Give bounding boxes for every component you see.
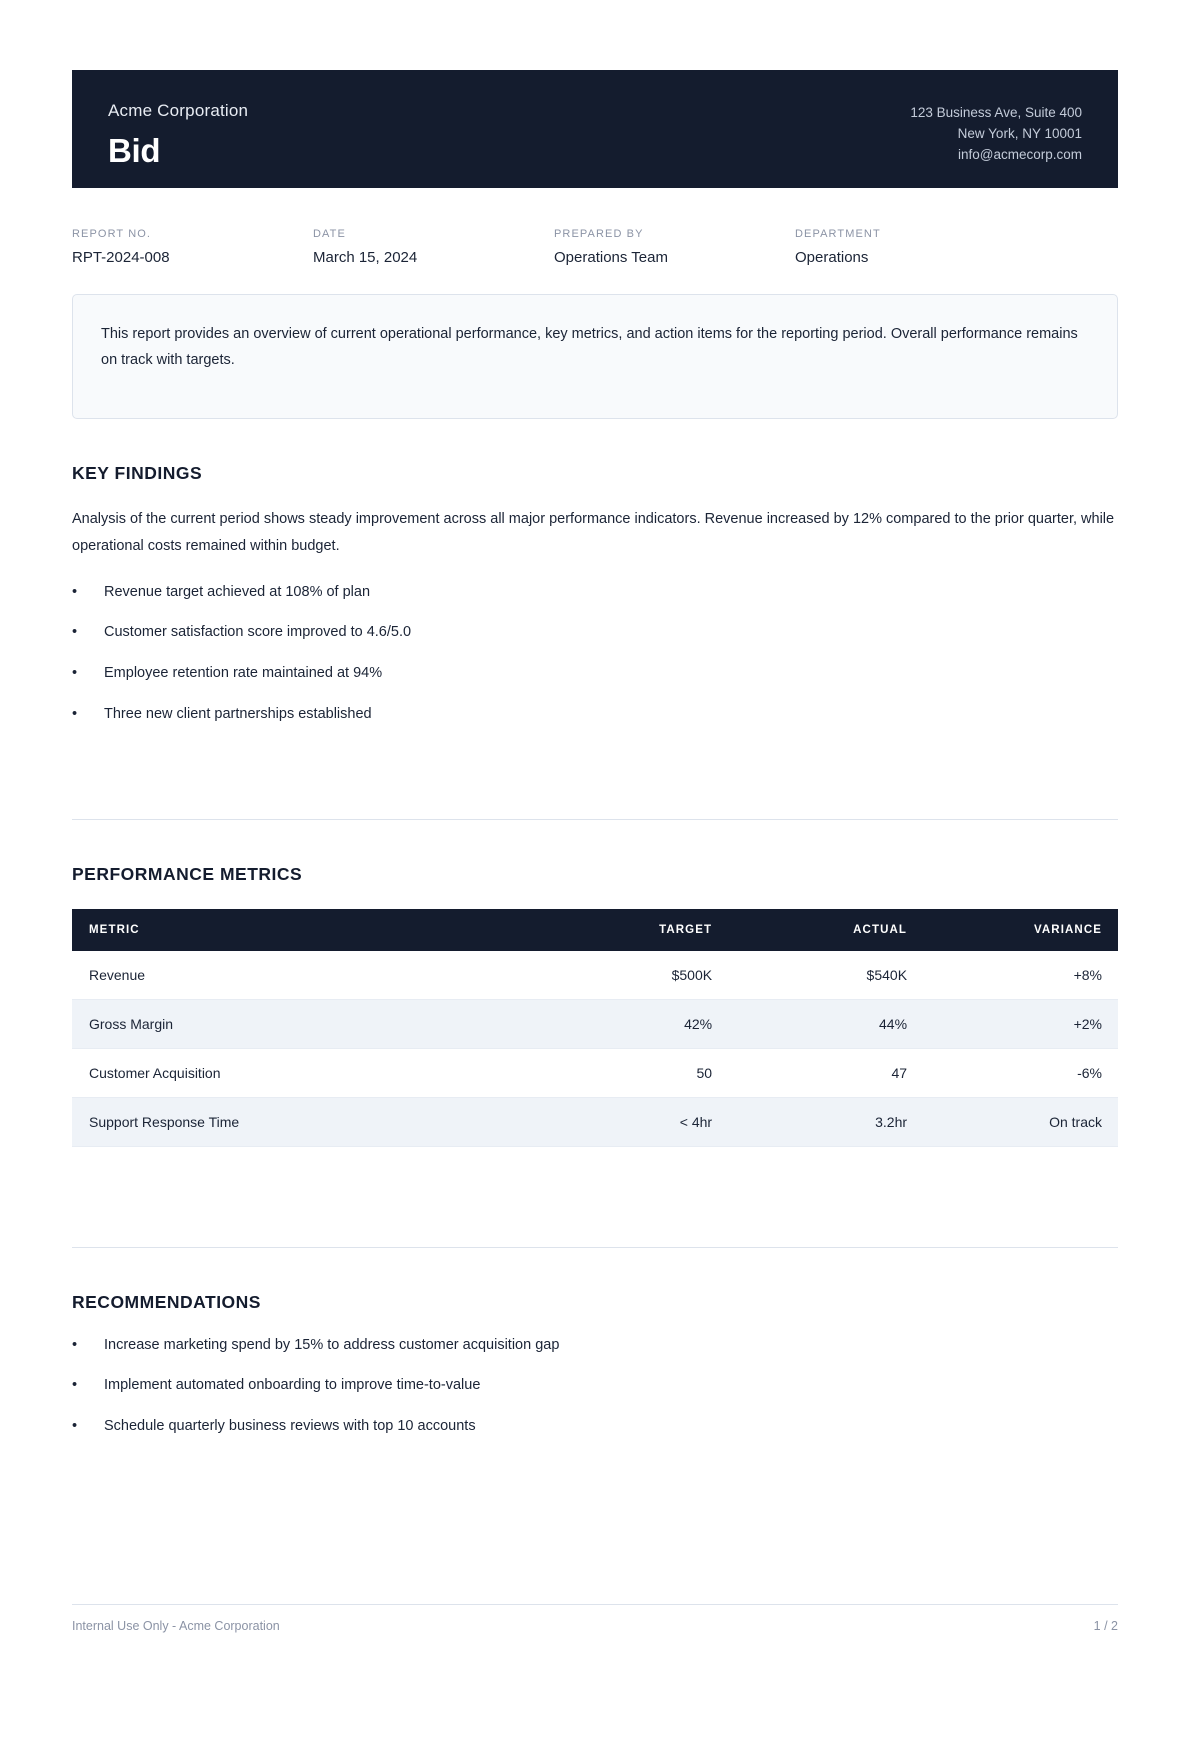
address-line-1: 123 Business Ave, Suite 400 <box>910 105 1082 120</box>
company-name: Acme Corporation <box>108 101 249 120</box>
bullet-icon: • <box>72 624 78 641</box>
meta-value-date: March 15, 2024 <box>313 249 418 266</box>
performance-metrics-heading: PERFORMANCE METRICS <box>72 863 303 884</box>
column-header-target: TARGET <box>533 909 728 951</box>
cell-metric: Revenue <box>72 951 533 1000</box>
table-body <box>72 951 1118 1147</box>
list-item <box>72 582 1118 604</box>
list-item-label: Implement automated onboarding to improve time-to-value <box>104 1377 481 1394</box>
executive-summary-box <box>72 294 1118 419</box>
list-item-label: Schedule quarterly business reviews with top 10 accounts <box>104 1418 476 1435</box>
cell-variance: +8% <box>923 951 1118 1000</box>
meta-value-department: Operations <box>795 249 869 266</box>
bullet-icon: • <box>72 1377 78 1394</box>
document-page <box>0 70 1190 1753</box>
section-performance-metrics <box>72 864 1118 1147</box>
cell-metric: Gross Margin <box>72 999 533 1048</box>
cell-target: < 4hr <box>533 1097 728 1146</box>
bullet-icon: • <box>72 583 78 600</box>
company-address <box>910 100 1082 166</box>
section-divider-metrics <box>72 819 1118 820</box>
bullet-icon: • <box>72 665 78 682</box>
meta-label-report-no: REPORT NO. <box>72 228 152 240</box>
footer-confidentiality-note: Internal Use Only - Acme Corporation <box>72 1619 280 1633</box>
cell-actual: $540K <box>728 951 923 1000</box>
meta-field-date <box>313 228 554 266</box>
table-header-row <box>72 909 1118 951</box>
section-divider-recommendations <box>72 1247 1118 1248</box>
recommendations-heading: RECOMMENDATIONS <box>72 1291 261 1312</box>
list-item <box>72 663 1118 685</box>
executive-summary-text: This report provides an overview of current operational performance, key metrics, and action items for the reporting period. Overall performance remains on track with targets. <box>101 326 1078 369</box>
list-item-label: Three new client partnerships established <box>104 705 372 722</box>
spacer-before-metrics <box>72 745 1118 819</box>
cell-target: $500K <box>533 951 728 1000</box>
meta-field-department <box>795 228 1036 266</box>
bullet-icon: • <box>72 705 78 722</box>
key-findings-heading: KEY FINDINGS <box>72 463 203 483</box>
column-header-variance: VARIANCE <box>923 909 1118 951</box>
page-number: 1 / 2 <box>1093 1619 1118 1633</box>
cell-actual: 44% <box>728 999 923 1048</box>
list-item <box>72 1335 1118 1357</box>
list-item-label: Customer satisfaction score improved to 4.6/5.0 <box>104 624 412 641</box>
meta-label-prepared-by: PREPARED BY <box>554 228 644 240</box>
list-item-label: Employee retention rate maintained at 94% <box>104 665 383 682</box>
meta-label-department: DEPARTMENT <box>795 228 881 240</box>
contact-email: info@acmecorp.com <box>958 146 1082 162</box>
document-header <box>72 70 1118 188</box>
footer-content <box>72 1605 1118 1633</box>
spacer-before-recommendations <box>72 1147 1118 1247</box>
cell-metric: Customer Acquisition <box>72 1048 533 1097</box>
cell-actual: 47 <box>728 1048 923 1097</box>
address-line-2: New York, NY 10001 <box>957 125 1082 141</box>
cell-actual: 3.2hr <box>728 1097 923 1146</box>
document-title: Bid <box>108 132 161 170</box>
cell-metric: Support Response Time <box>72 1097 533 1146</box>
meta-field-report-no <box>72 228 313 266</box>
bullet-icon: • <box>72 1418 78 1435</box>
report-metadata <box>72 228 1118 266</box>
list-item-label: Revenue target achieved at 108% of plan <box>104 583 371 600</box>
table-row <box>72 999 1118 1048</box>
table-row <box>72 951 1118 1000</box>
section-recommendations <box>72 1292 1118 1438</box>
meta-field-prepared-by <box>554 228 795 266</box>
meta-label-date: DATE <box>313 228 346 240</box>
table-header <box>72 909 1118 951</box>
list-item <box>72 1416 1118 1438</box>
cell-variance: -6% <box>923 1048 1118 1097</box>
table-row <box>72 1048 1118 1097</box>
column-header-metric: METRIC <box>72 909 533 951</box>
cell-target: 50 <box>533 1048 728 1097</box>
list-item <box>72 622 1118 644</box>
page-footer <box>72 1604 1118 1633</box>
recommendations-list <box>72 1335 1118 1438</box>
cell-variance: On track <box>923 1097 1118 1146</box>
key-findings-paragraph: Analysis of the current period shows steady improvement across all major performance indicators. Revenue increased by 12% compared to the prior quarter, while operational costs remained within budget. <box>72 511 1115 554</box>
bullet-icon: • <box>72 1336 78 1353</box>
key-findings-list <box>72 582 1118 726</box>
meta-value-report-no: RPT-2024-008 <box>72 249 170 266</box>
cell-variance: +2% <box>923 999 1118 1048</box>
cell-target: 42% <box>533 999 728 1048</box>
list-item-label: Increase marketing spend by 15% to address customer acquisition gap <box>104 1336 560 1353</box>
list-item <box>72 704 1118 726</box>
section-key-findings <box>72 463 1118 726</box>
performance-metrics-table <box>72 909 1118 1147</box>
meta-value-prepared-by: Operations Team <box>554 249 668 266</box>
table-row <box>72 1097 1118 1146</box>
list-item <box>72 1375 1118 1397</box>
header-left-block <box>108 100 248 170</box>
column-header-actual: ACTUAL <box>728 909 923 951</box>
